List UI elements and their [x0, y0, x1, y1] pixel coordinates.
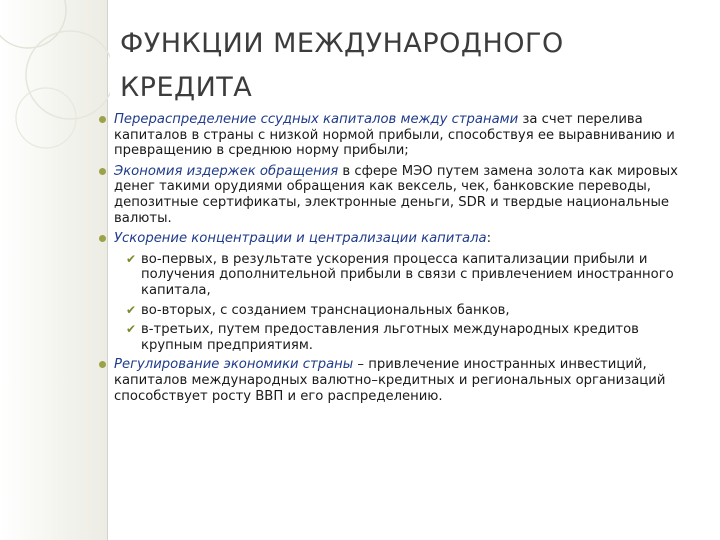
item-text: в сфере МЭО путем замена золота как мировых денег такими орудиями обращения как вексель, чек, банковские переводы, депозитные сертификаты, электронные деньги, SDR и твердые национальные валюты.: [114, 163, 678, 226]
item-term: Ускорение концентрации и централизации капитала: [114, 231, 487, 247]
bullet-icon: [99, 116, 106, 123]
bullet-icon: [99, 168, 106, 175]
checkmark-icon: ✔: [126, 302, 137, 317]
sub-list-item: [96, 252, 701, 299]
sub-item-text: во-первых, в результате ускорения процесса капитализации прибыли и получения дополнительной прибыли в связи с привлечением иностранного капитала,: [141, 251, 674, 298]
decorative-circles: [0, 0, 110, 160]
sub-list-item: [96, 322, 701, 353]
page-title: [120, 22, 700, 110]
bullet-icon: [99, 361, 106, 368]
list-item: [96, 357, 701, 404]
list-item: [96, 112, 701, 159]
item-text: :: [486, 231, 492, 247]
item-term: Экономия издержек обращения: [114, 163, 339, 179]
item-text: за счет перелива капиталов в страны с низкой нормой прибыли, способствуя ее выравниванию и превращению в среднюю норму прибыли;: [114, 112, 675, 159]
item-term: Регулирование экономики страны: [114, 357, 354, 373]
checkmark-icon: ✔: [126, 322, 137, 337]
sub-item-text: в-третьих, путем предоставления льготных международных кредитов крупным предприятиям.: [141, 322, 639, 353]
sub-item-text: во-вторых, с созданием транснациональных банков,: [141, 302, 510, 318]
sub-list-item: [96, 303, 701, 319]
item-term: Перераспределение ссудных капиталов между странами: [114, 112, 519, 127]
checkmark-icon: ✔: [126, 251, 137, 266]
title-line-2: КРЕДИТА: [120, 72, 253, 103]
bullet-list: [96, 112, 701, 409]
list-item: [96, 231, 701, 247]
bullet-icon: [99, 235, 106, 242]
item-text: – привлечение иностранных инвестиций, капиталов международных валютно–кредитных и региональных организаций способствует росту ВВП и его распределению.: [114, 357, 666, 404]
list-item: [96, 164, 701, 226]
title-line-1: ФУНКЦИИ МЕЖДУНАРОДНОГО: [120, 28, 564, 59]
